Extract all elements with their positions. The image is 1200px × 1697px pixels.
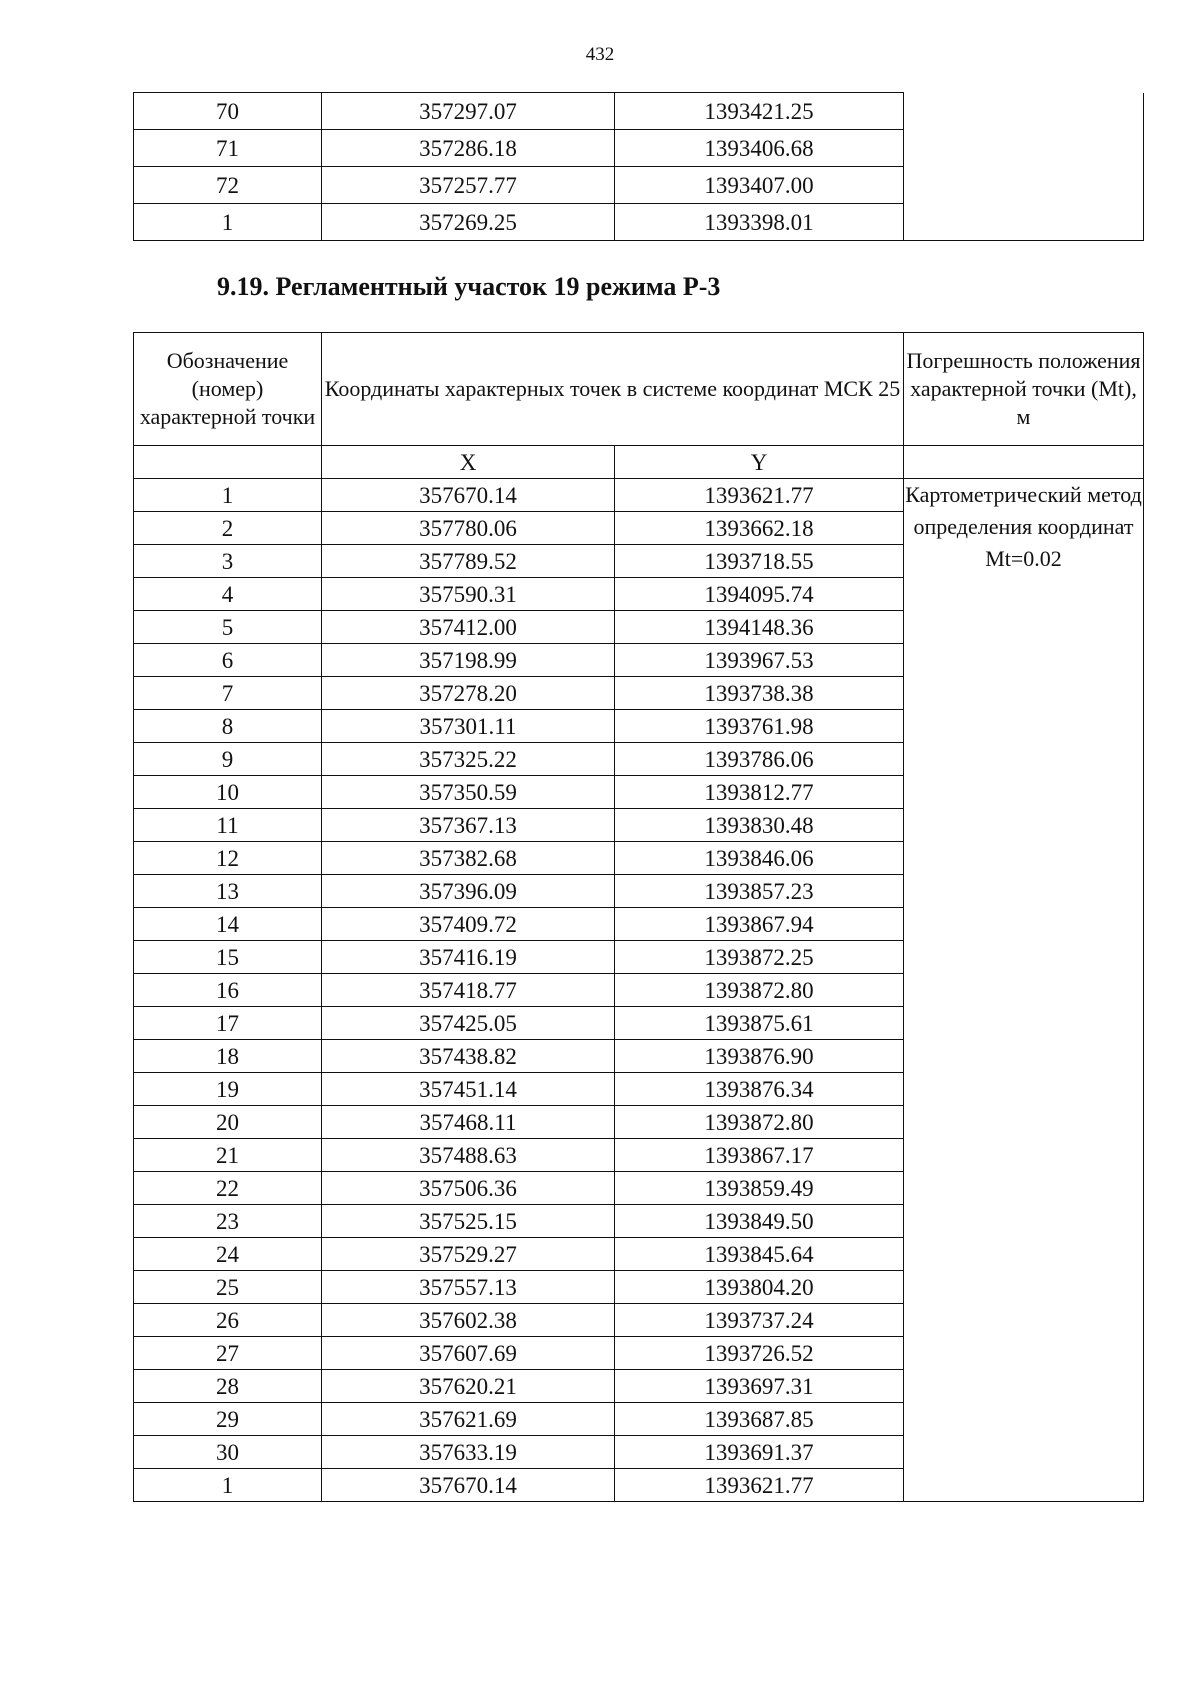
y-value: 1393875.61 [615, 1007, 904, 1040]
header-coordinates: Координаты характерных точек в системе координат МСК 25 [322, 333, 904, 446]
y-value: 1393804.20 [615, 1271, 904, 1304]
x-value: 357633.19 [322, 1436, 615, 1469]
x-value: 357278.20 [322, 677, 615, 710]
x-value: 357451.14 [322, 1073, 615, 1106]
x-value: 357416.19 [322, 941, 615, 974]
x-value: 357780.06 [322, 512, 615, 545]
y-value: 1393857.23 [615, 875, 904, 908]
x-value: 357506.36 [322, 1172, 615, 1205]
point-number: 22 [134, 1172, 322, 1205]
y-value: 1393398.01 [615, 204, 904, 241]
point-number: 27 [134, 1337, 322, 1370]
y-value: 1393876.90 [615, 1040, 904, 1073]
subheader-empty-error [904, 446, 1144, 479]
x-value: 357488.63 [322, 1139, 615, 1172]
x-value: 357557.13 [322, 1271, 615, 1304]
point-number: 9 [134, 743, 322, 776]
y-value: 1393967.53 [615, 644, 904, 677]
y-value: 1393621.77 [615, 1469, 904, 1502]
point-number: 24 [134, 1238, 322, 1271]
point-number: 30 [134, 1436, 322, 1469]
x-value: 357297.07 [322, 93, 615, 130]
point-number: 4 [134, 578, 322, 611]
y-value: 1393737.24 [615, 1304, 904, 1337]
point-number: 2 [134, 512, 322, 545]
x-value: 357286.18 [322, 130, 615, 167]
point-number: 29 [134, 1403, 322, 1436]
y-value: 1393691.37 [615, 1436, 904, 1469]
point-number: 23 [134, 1205, 322, 1238]
x-value: 357396.09 [322, 875, 615, 908]
x-value: 357269.25 [322, 204, 615, 241]
subheader-y: Y [615, 446, 904, 479]
x-value: 357438.82 [322, 1040, 615, 1073]
subheader-x: X [322, 446, 615, 479]
y-value: 1393859.49 [615, 1172, 904, 1205]
x-value: 357409.72 [322, 908, 615, 941]
point-number: 16 [134, 974, 322, 1007]
coordinates-table [133, 332, 1144, 1502]
point-number: 1 [134, 1469, 322, 1502]
y-value: 1393621.77 [615, 479, 904, 512]
point-number: 8 [134, 710, 322, 743]
point-number: 10 [134, 776, 322, 809]
point-number: 1 [134, 204, 322, 241]
y-value: 1393786.06 [615, 743, 904, 776]
point-number: 70 [134, 93, 322, 130]
previous-coordinates-table [133, 92, 1144, 241]
previous-table-body [134, 93, 1144, 241]
point-number: 11 [134, 809, 322, 842]
x-value: 357325.22 [322, 743, 615, 776]
y-value: 1393849.50 [615, 1205, 904, 1238]
y-value: 1393421.25 [615, 93, 904, 130]
point-number: 18 [134, 1040, 322, 1073]
x-value: 357529.27 [322, 1238, 615, 1271]
header-error: Погрешность положения характерной точки (Mt), м [904, 333, 1144, 446]
x-value: 357670.14 [322, 1469, 615, 1502]
section-heading: 9.19. Регламентный участок 19 режима Р-3 [217, 272, 721, 301]
y-value: 1393726.52 [615, 1337, 904, 1370]
table-row [134, 93, 1144, 130]
point-number: 5 [134, 611, 322, 644]
x-value: 357367.13 [322, 809, 615, 842]
x-value: 357425.05 [322, 1007, 615, 1040]
y-value: 1393845.64 [615, 1238, 904, 1271]
x-value: 357301.11 [322, 710, 615, 743]
y-value: 1393761.98 [615, 710, 904, 743]
point-number: 6 [134, 644, 322, 677]
point-number: 13 [134, 875, 322, 908]
point-number: 7 [134, 677, 322, 710]
point-number: 21 [134, 1139, 322, 1172]
point-number: 26 [134, 1304, 322, 1337]
x-value: 357257.77 [322, 167, 615, 204]
x-value: 357468.11 [322, 1106, 615, 1139]
x-value: 357620.21 [322, 1370, 615, 1403]
subheader-empty [134, 446, 322, 479]
y-value: 1394095.74 [615, 578, 904, 611]
y-value: 1393812.77 [615, 776, 904, 809]
x-value: 357590.31 [322, 578, 615, 611]
y-value: 1393846.06 [615, 842, 904, 875]
y-value: 1393872.80 [615, 1106, 904, 1139]
x-value: 357198.99 [322, 644, 615, 677]
coordinates-table-body [134, 333, 1144, 1502]
y-value: 1393872.80 [615, 974, 904, 1007]
point-number: 25 [134, 1271, 322, 1304]
page-number: 432 [585, 44, 615, 65]
y-value: 1393687.85 [615, 1403, 904, 1436]
x-value: 357525.15 [322, 1205, 615, 1238]
point-number: 71 [134, 130, 322, 167]
point-number: 20 [134, 1106, 322, 1139]
x-value: 357382.68 [322, 842, 615, 875]
point-number: 72 [134, 167, 322, 204]
error-column-empty [904, 93, 1144, 241]
x-value: 357670.14 [322, 479, 615, 512]
point-number: 3 [134, 545, 322, 578]
point-number: 19 [134, 1073, 322, 1106]
y-value: 1393738.38 [615, 677, 904, 710]
y-value: 1393662.18 [615, 512, 904, 545]
method-text: Картометрический метод определения координат Mt=0.02 [904, 479, 1144, 1502]
y-value: 1393718.55 [615, 545, 904, 578]
y-value: 1393830.48 [615, 809, 904, 842]
table-subheader-row [134, 446, 1144, 479]
point-number: 12 [134, 842, 322, 875]
y-value: 1393876.34 [615, 1073, 904, 1106]
x-value: 357621.69 [322, 1403, 615, 1436]
y-value: 1394148.36 [615, 611, 904, 644]
y-value: 1393872.25 [615, 941, 904, 974]
x-value: 357789.52 [322, 545, 615, 578]
header-point-designation: Обозначение (номер) характерной точки [134, 333, 322, 446]
x-value: 357607.69 [322, 1337, 615, 1370]
y-value: 1393867.94 [615, 908, 904, 941]
table-header-row [134, 333, 1144, 446]
point-number: 14 [134, 908, 322, 941]
point-number: 15 [134, 941, 322, 974]
y-value: 1393867.17 [615, 1139, 904, 1172]
y-value: 1393407.00 [615, 167, 904, 204]
x-value: 357350.59 [322, 776, 615, 809]
x-value: 357602.38 [322, 1304, 615, 1337]
x-value: 357418.77 [322, 974, 615, 1007]
point-number: 28 [134, 1370, 322, 1403]
x-value: 357412.00 [322, 611, 615, 644]
point-number: 1 [134, 479, 322, 512]
y-value: 1393697.31 [615, 1370, 904, 1403]
point-number: 17 [134, 1007, 322, 1040]
table-row [134, 479, 1144, 512]
y-value: 1393406.68 [615, 130, 904, 167]
